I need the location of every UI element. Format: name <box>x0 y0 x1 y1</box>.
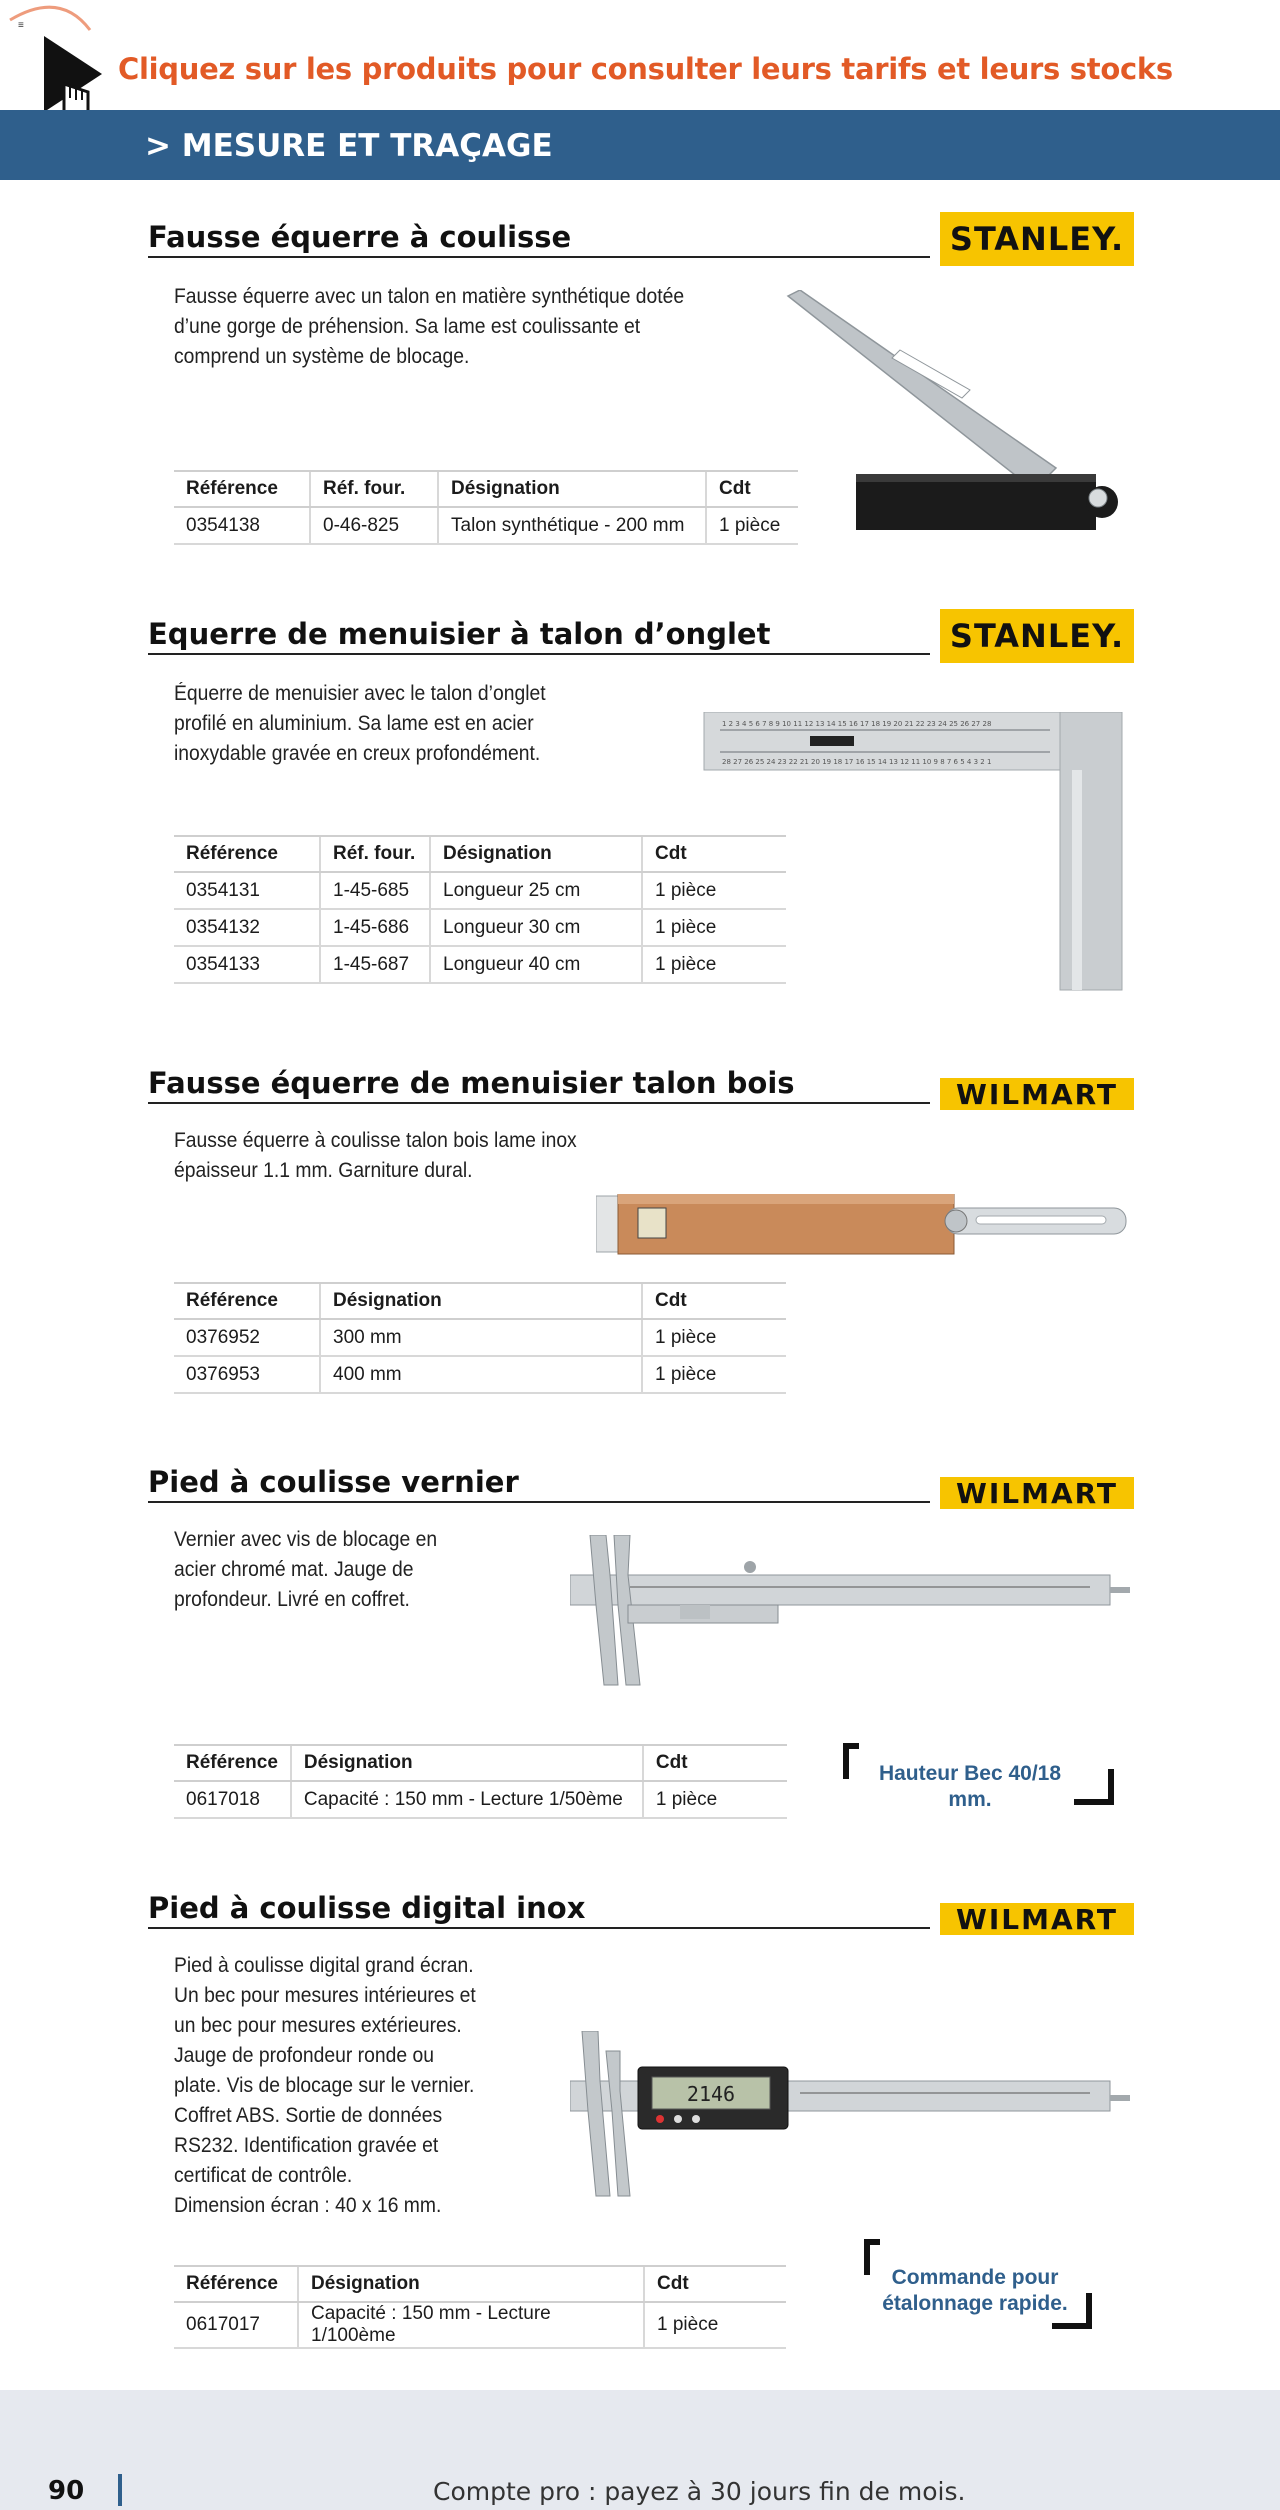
table-row[interactable]: 0354131 1-45-685 Longueur 25 cm 1 pièce <box>174 872 786 909</box>
product-title[interactable]: Fausse équerre à coulisse <box>148 220 572 254</box>
svg-text:1 2 3 4 5 6 7 8 9 10 11 12 13: 1 2 3 4 5 6 7 8 9 10 11 12 13 14 15 16 17 18 19 20 21 22 23 24 25 26 27 28 <box>722 720 992 728</box>
product-title[interactable]: Pied à coulisse digital inox <box>148 1891 586 1925</box>
product-description: Vernier avec vis de blocage en acier chromé mat. Jauge de profondeur. Livré en coffret. <box>174 1528 438 1611</box>
note-corner-bottom-right <box>1074 1769 1114 1805</box>
svg-text:28 27 26 25 24 23 22 21 20 19: 28 27 26 25 24 23 22 21 20 19 18 17 16 15 14 13 12 11 10 9 8 7 6 5 4 3 2 1 <box>722 758 992 766</box>
table-row[interactable]: 0617018 Capacité : 150 mm - Lecture 1/50ème 1 pièce <box>174 1781 787 1818</box>
brand-logo-stanley: STANLEY. <box>940 609 1134 663</box>
product-title[interactable]: Equerre de menuisier à talon d’onglet <box>148 617 771 651</box>
product-description: Pied à coulisse digital grand écran. Un bec pour mesures intérieures et un bec pour mesures extérieures. Jauge de profondeur ronde ou plate. Vis de blocage sur le vernier. Coffret ABS. Sortie de données RS232. Identification gravée et certificat de contrôle. Dimension écran : 40 x 16 mm. <box>174 1954 476 2217</box>
title-rule <box>148 256 930 258</box>
product-title[interactable]: Pied à coulisse vernier <box>148 1465 519 1499</box>
reference-table: Référence Désignation Cdt 0617017 Capacité : 150 mm - Lecture 1/100ème 1 pièce <box>174 2265 786 2349</box>
page-number: 90 <box>48 2476 85 2506</box>
product-description: Fausse équerre à coulisse talon bois lame inox épaisseur 1.1 mm. Garniture dural. <box>174 1129 577 1182</box>
cta-text[interactable]: Cliquez sur les produits pour consulter leurs tarifs et leurs stocks <box>118 52 1173 86</box>
title-rule <box>148 653 930 655</box>
table-row[interactable]: 0376953 400 mm 1 pièce <box>174 1356 786 1393</box>
note-text: Hauteur Bec 40/18 mm. <box>878 1762 1062 1811</box>
note-corner-bottom-right <box>1052 2293 1092 2329</box>
product-description: Équerre de menuisier avec le talon d’onglet profilé en aluminium. Sa lame est en acier inoxydable gravée en creux profondément. <box>174 682 546 765</box>
table-row[interactable]: 0354133 1-45-687 Longueur 40 cm 1 pièce <box>174 946 786 983</box>
page-number-separator <box>118 2474 122 2506</box>
table-row[interactable]: 0376952 300 mm 1 pièce <box>174 1319 786 1356</box>
product-title[interactable]: Fausse équerre de menuisier talon bois <box>148 1066 795 1100</box>
digital-caliper-image[interactable] <box>570 2031 1130 2201</box>
note-text: Commande pour étalonnage rapide. <box>882 2266 1068 2315</box>
brand-logo-wilmart: WILMART <box>940 1477 1134 1509</box>
table-row[interactable]: 0354138 0-46-825 Talon synthétique - 200 mm 1 pièce <box>174 507 798 544</box>
reference-table: Référence Réf. four. Désignation Cdt 0354138 0-46-825 Talon synthétique - 200 mm 1 pièce <box>174 470 798 545</box>
brand-logo-stanley: STANLEY. <box>940 212 1134 266</box>
title-rule <box>148 1927 930 1929</box>
wooden-bevel-image[interactable] <box>596 1194 1130 1256</box>
caliper-display-reading: 2146 <box>686 2082 736 2106</box>
menu-icon[interactable]: ≡ <box>18 20 24 31</box>
table-row[interactable]: 0354132 1-45-686 Longueur 30 cm 1 pièce <box>174 909 786 946</box>
reference-table: Référence Réf. four. Désignation Cdt 0354131 1-45-685 Longueur 25 cm 1 pièce 0354132 1-45-686 Longueur 30 cm 1 pièce 0354133 1-45-687 Longueur 40 cm 1 pièce <box>174 835 786 984</box>
section-title: > MESURE ET TRAÇAGE <box>145 128 553 164</box>
hand-cursor-icon <box>30 28 110 118</box>
title-rule <box>148 1501 930 1503</box>
carpenter-square-image[interactable] <box>700 712 1130 1012</box>
reference-table: Référence Désignation Cdt 0376952 300 mm 1 pièce 0376953 400 mm 1 pièce <box>174 1282 786 1394</box>
vernier-caliper-image[interactable] <box>570 1535 1130 1695</box>
sliding-bevel-image[interactable] <box>780 290 1140 540</box>
reference-table: Référence Désignation Cdt 0617018 Capacité : 150 mm - Lecture 1/50ème 1 pièce <box>174 1744 787 1819</box>
brand-logo-wilmart: WILMART <box>940 1903 1134 1935</box>
title-rule <box>148 1102 930 1104</box>
footer-text: Compte pro : payez à 30 jours fin de mois. <box>433 2477 966 2506</box>
brand-logo-wilmart: WILMART <box>940 1078 1134 1110</box>
table-row[interactable]: 0617017 Capacité : 150 mm - Lecture 1/100ème 1 pièce <box>174 2302 786 2348</box>
product-description: Fausse équerre avec un talon en matière synthétique dotée d’une gorge de préhension. Sa lame est coulissante et comprend un système de blocage. <box>174 285 685 368</box>
